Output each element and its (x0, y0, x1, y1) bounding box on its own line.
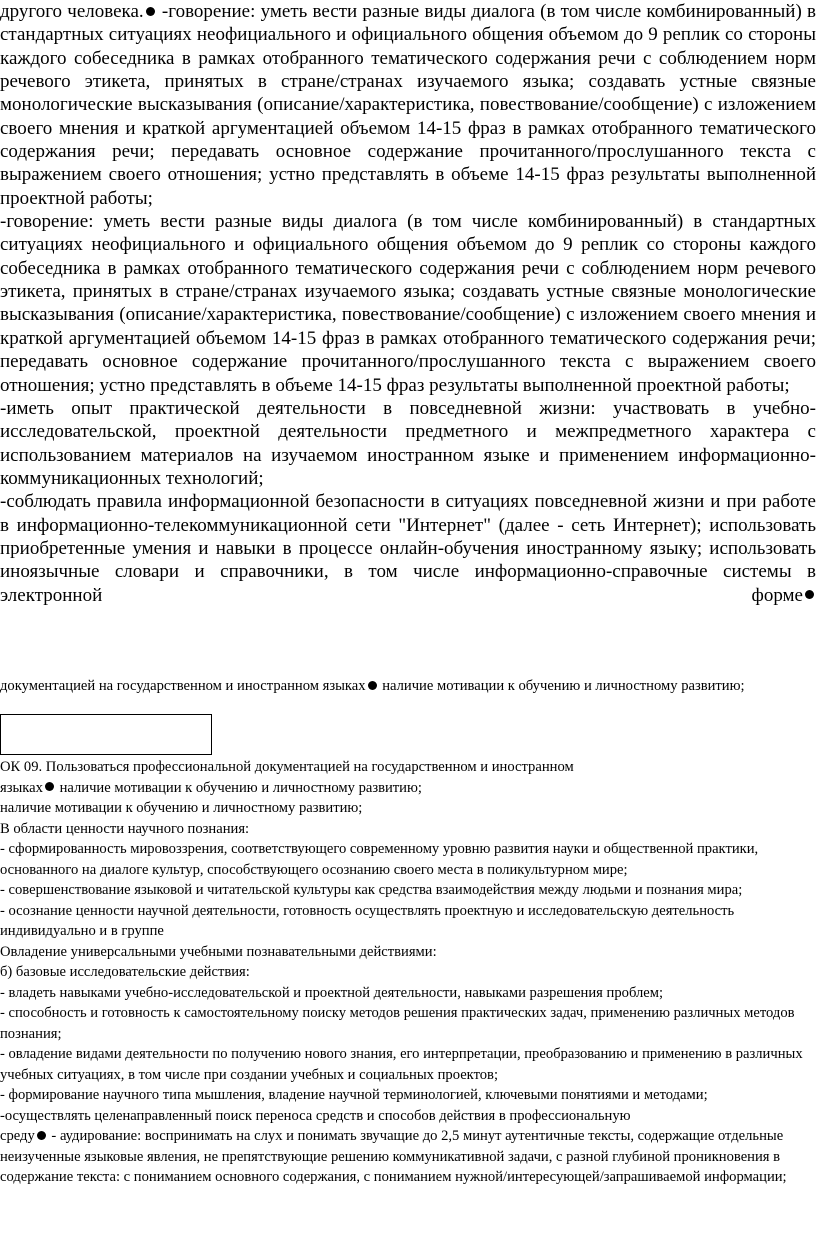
ok09-continuation: языках наличие мотивации к обучению и личностному развитию; (0, 779, 422, 796)
upper-text-block (0, 0, 816, 607)
ok09-heading: ОК 09. Пользоваться профессиональной документацией на государственном и иностранном (0, 759, 574, 775)
paragraph-3: -иметь опыт практической деятельности в повседневной жизни: участвовать в учебно-исследовательской, проектной деятельности предметного и межпредметного характера с использованием материалов на изучаемом иностранном языке и применением информационно-коммуникационных технологий; (0, 397, 816, 489)
list-item: среду - аудирование: воспринимать на слух и понимать звучащие до 2,5 минут аутентичные тексты, содержащие отдельные неизученные языковые явления, не препятствующие решению коммуникативной задачи, с разной глубиной проникновения в содержание текста: с пониманием основного содержания, с пониманием нужной/интересующей/запрашиваемой информации; (0, 1128, 787, 1185)
list-item: -осуществлять целенаправленный поиск переноса средств и способов действия в профессиональную (0, 1107, 631, 1124)
empty-table-cell (0, 714, 212, 755)
subsection-heading: б) базовые исследовательские действия: (0, 964, 250, 980)
list-item: - осознание ценности научной деятельности, готовность осуществлять проектную и исследовательскую деятельность индивидуально и в группе (0, 902, 735, 939)
bullet-icon (146, 7, 155, 16)
list-item: - совершенствование языковой и читательской культуры как средства взаимодействия между людьми и познания мира; (0, 882, 743, 898)
bullet-icon (45, 782, 54, 791)
section-heading: Овладение универсальными учебными познавательными действиями: (0, 943, 437, 960)
paragraph-2: -говорение: уметь вести разные виды диалога (в том числе комбинированный) в стандартных ситуациях неофициального и официального общения объемом до 9 реплик со стороны каждого собеседника в рамках отобранного тематического содержания речи с соблюдением норм речевого этикета, принятых в стране/странах изучаемого языка; создавать устные связные монологические высказывания (описание/характеристика, повествование/сообщение) с изложением своего мнения и краткой аргументацией объемом 14-15 фраз в рамках отобранного тематического содержания речи; передавать основное содержание прочитанного/прослушанного текста с выражением своего отношения; устно представлять в объеме 14-15 фраз результаты выполненной проектной работы; (0, 211, 816, 396)
bullet-icon (368, 681, 377, 690)
lower-text-block (0, 757, 816, 1188)
list-item: - способность и готовность к самостоятельному поиску методов решения практических задач, применению различных методов познания; (0, 1005, 795, 1042)
section-heading: В области ценности научного познания: (0, 820, 250, 837)
middle-line: документацией на государственном и иностранном языках наличие мотивации к обучению и личностному развитию; (0, 678, 745, 694)
list-item: - овладение видами деятельности по получению нового знания, его интерпретации, преобразованию и применению в различных учебных ситуациях, в том числе при создании учебных и социальных проектов; (0, 1046, 803, 1083)
list-item: - сформированность мировоззрения, соответствующего современному уровню развития науки и общественной практики, основанного на диалоге культур, способствующего осознанию своего места в поликультурном мире; (0, 841, 759, 878)
paragraph-1: другого человека. -говорение: уметь вести разные виды диалога (в том числе комбинированный) в стандартных ситуациях неофициального и официального общения объемом до 9 реплик со стороны каждого собеседника в рамках отобранного тематического содержания речи с соблюдением норм речевого этикета, принятых в стране/странах изучаемого языка; создавать устные связные монологические высказывания (описание/характеристика, повествование/сообщение) с изложением своего мнения и краткой аргументацией объемом 14-15 фраз в рамках отобранного тематического содержания речи; передавать основное содержание прочитанного/прослушанного текста с выражением своего отношения; устно представлять в объеме 14-15 фраз результаты выполненной проектной работы; (0, 1, 816, 209)
bullet-icon (37, 1131, 46, 1140)
list-item: - владеть навыками учебно-исследовательской и проектной деятельности, навыками разрешения проблем; (0, 984, 664, 1001)
middle-text-block (0, 676, 816, 696)
bullet-icon (805, 590, 814, 599)
paragraph-4: -соблюдать правила информационной безопасности в ситуациях повседневной жизни и при работе в информационно-телекоммуникационной сети "Интернет" (далее - сеть Интернет); использовать приобретенные умения и навыки в процессе онлайн-обучения иностранному языку; использовать иноязычные словари и справочники, в том числе информационно-справочные системы в электронной форме (0, 491, 816, 606)
text-line: наличие мотивации к обучению и личностному развитию; (0, 800, 363, 816)
list-item: - формирование научного типа мышления, владение научной терминологией, ключевыми понятиями и методами; (0, 1087, 708, 1103)
